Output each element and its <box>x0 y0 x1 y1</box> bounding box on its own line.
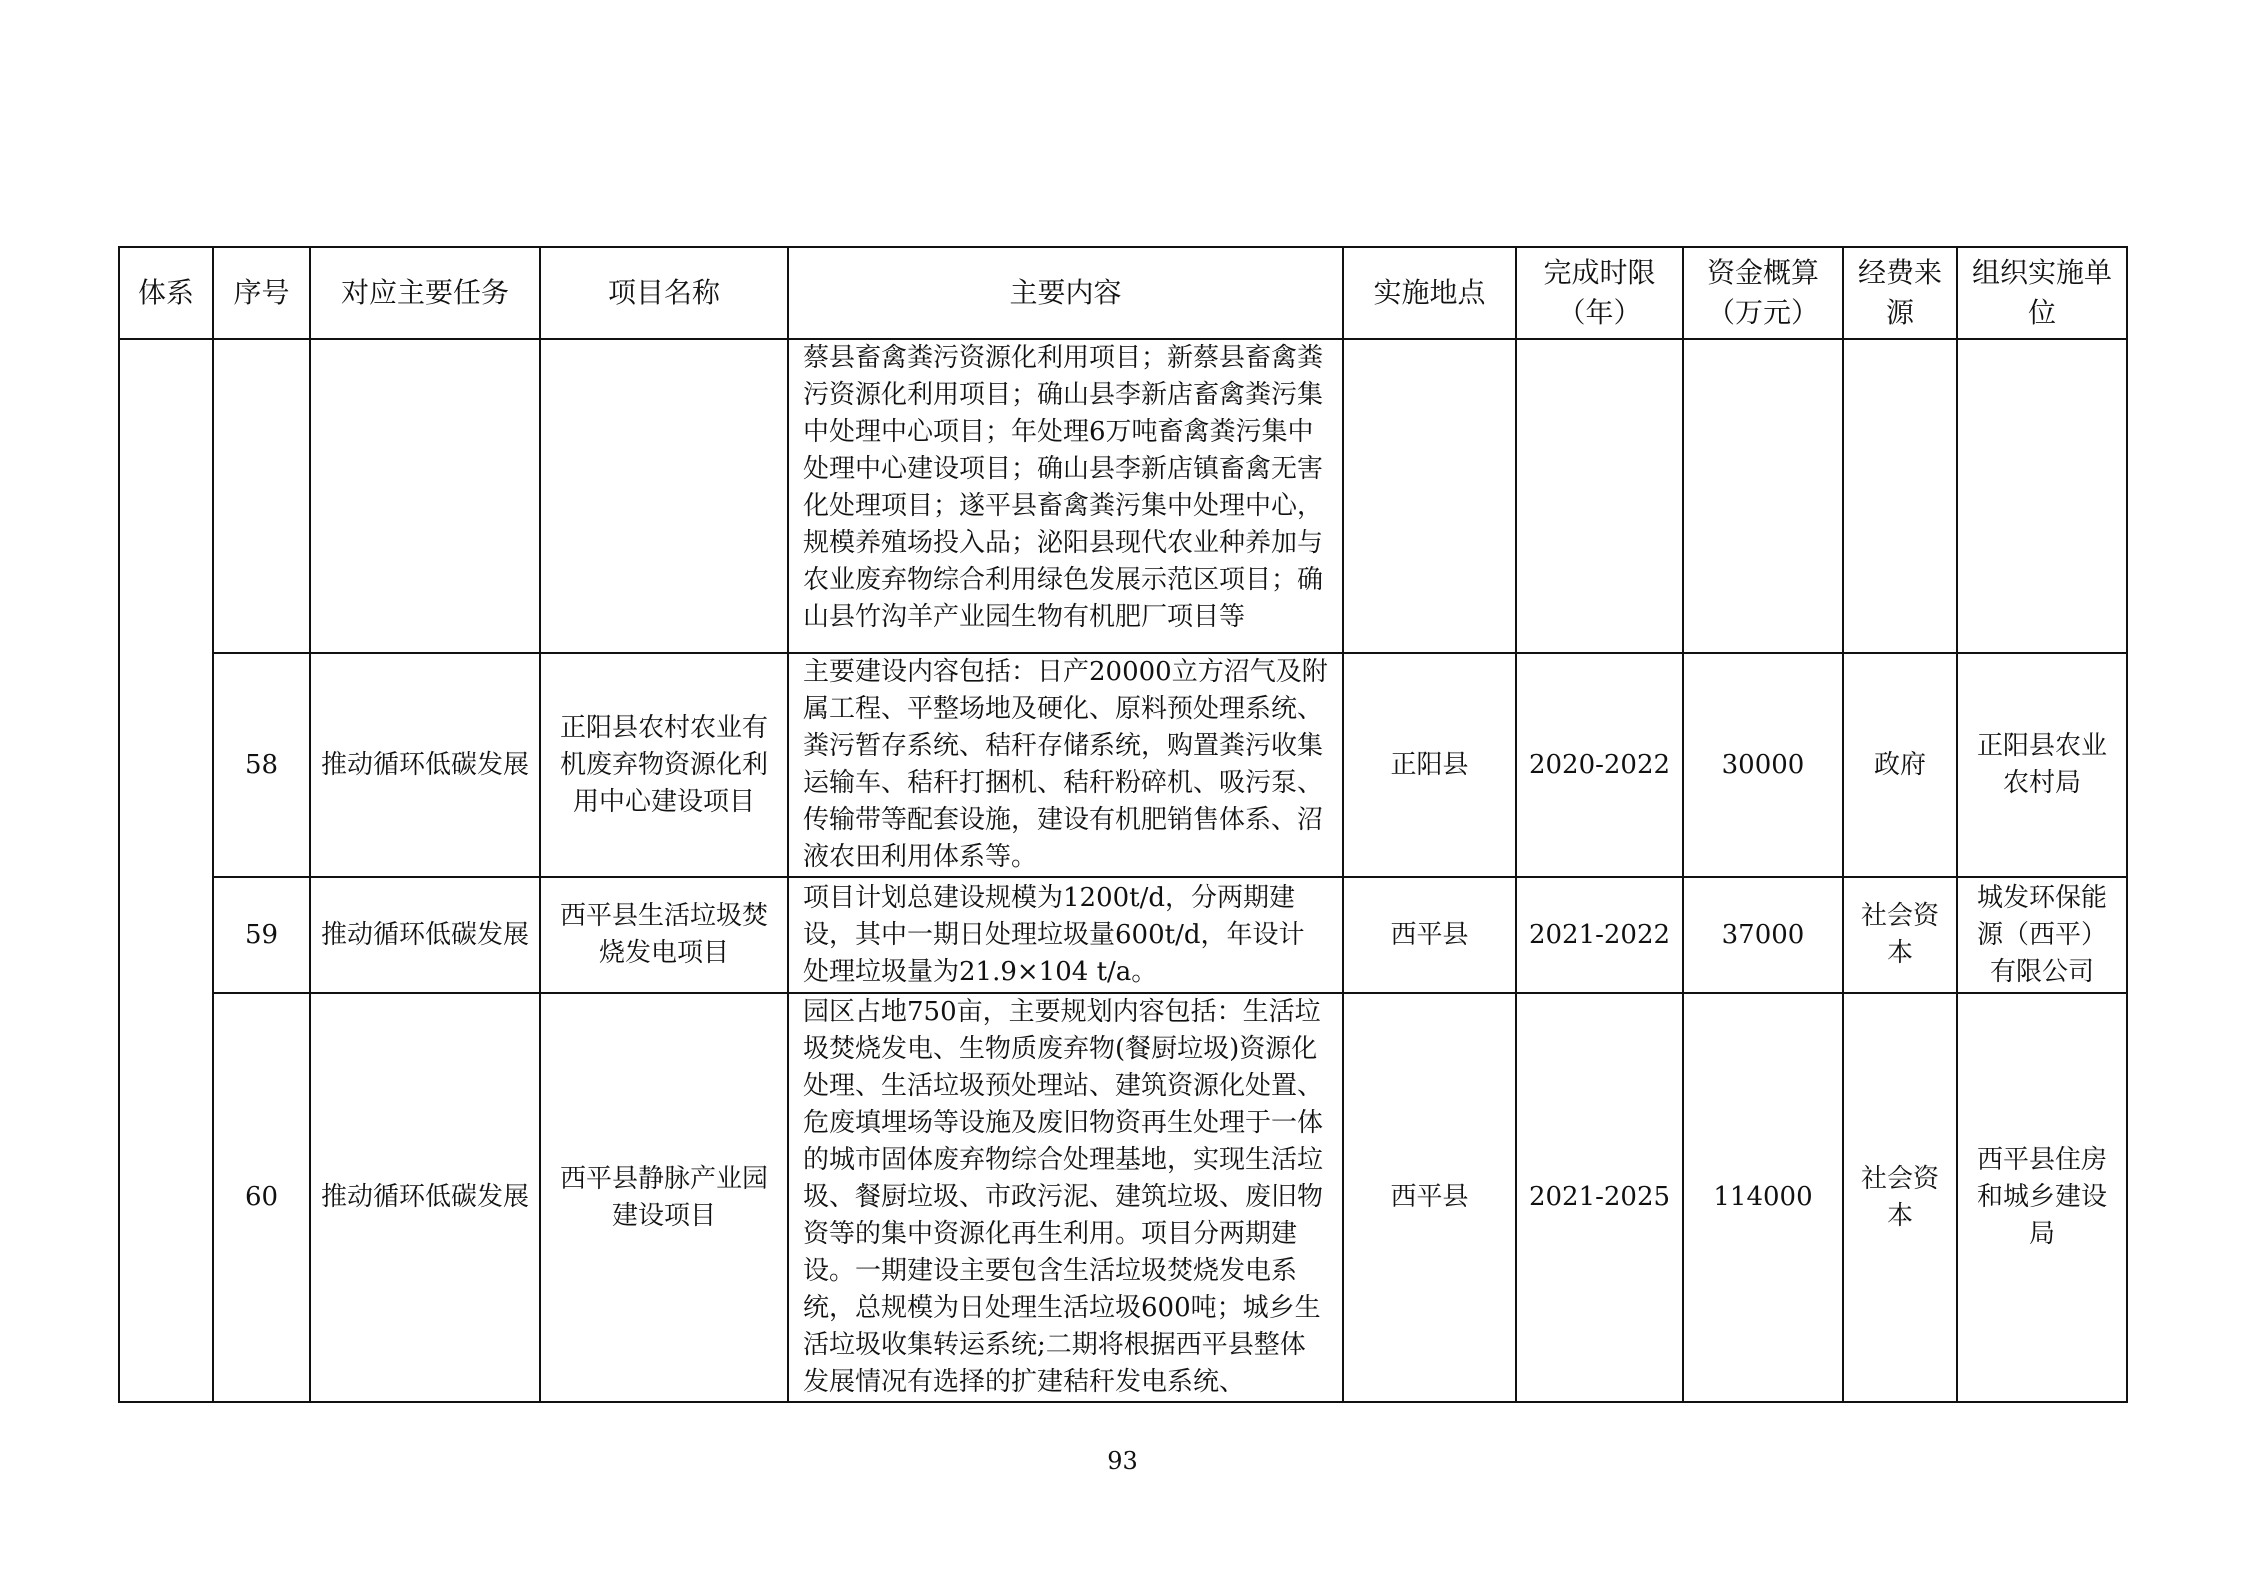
header-org: 组织实施单位 <box>1957 247 2127 339</box>
name-cell: 西平县静脉产业园建设项目 <box>540 993 788 1402</box>
project-table <box>118 246 2128 1403</box>
fund-cell: 114000 <box>1683 993 1843 1402</box>
table-row <box>119 653 2127 877</box>
location-cell: 西平县 <box>1343 877 1516 993</box>
location-cell: 西平县 <box>1343 993 1516 1402</box>
period-cell <box>1516 339 1683 653</box>
header-seq: 序号 <box>213 247 310 339</box>
period-cell: 2021-2022 <box>1516 877 1683 993</box>
header-period: 完成时限（年） <box>1516 247 1683 339</box>
task-cell: 推动循环低碳发展 <box>310 993 540 1402</box>
header-task: 对应主要任务 <box>310 247 540 339</box>
seq-cell: 59 <box>213 877 310 993</box>
source-cell: 社会资本 <box>1843 877 1957 993</box>
location-cell: 正阳县 <box>1343 653 1516 877</box>
source-cell <box>1843 339 1957 653</box>
seq-cell: 60 <box>213 993 310 1402</box>
fund-cell: 30000 <box>1683 653 1843 877</box>
header-system: 体系 <box>119 247 213 339</box>
org-cell: 城发环保能源（西平）有限公司 <box>1957 877 2127 993</box>
name-cell: 西平县生活垃圾焚烧发电项目 <box>540 877 788 993</box>
fund-cell <box>1683 339 1843 653</box>
seq-cell: 58 <box>213 653 310 877</box>
fund-cell: 37000 <box>1683 877 1843 993</box>
source-cell: 政府 <box>1843 653 1957 877</box>
period-cell: 2020-2022 <box>1516 653 1683 877</box>
header-source: 经费来源 <box>1843 247 1957 339</box>
task-cell: 推动循环低碳发展 <box>310 877 540 993</box>
page-number: 93 <box>1107 1447 1138 1475</box>
header-name: 项目名称 <box>540 247 788 339</box>
header-row <box>119 247 2127 339</box>
header-content: 主要内容 <box>788 247 1343 339</box>
source-cell: 社会资本 <box>1843 993 1957 1402</box>
content-cell: 园区占地750亩，主要规划内容包括：生活垃圾焚烧发电、生物质废弃物(餐厨垃圾)资源化处理、生活垃圾预处理站、建筑资源化处置、危废填埋场等设施及废旧物资再生处理于一体的城市固体废弃物综合处理基地，实现生活垃圾、餐厨垃圾、市政污泥、建筑垃圾、废旧物资等的集中资源化再生利用。项目分两期建设。一期建设主要包含生活垃圾焚烧发电系统，总规模为日处理生活垃圾600吨；城乡生活垃圾收集转运系统;二期将根据西平县整体发展情况有选择的扩建秸秆发电系统、 <box>788 993 1343 1402</box>
name-cell <box>540 339 788 653</box>
content-cell: 蔡县畜禽粪污资源化利用项目；新蔡县畜禽粪污资源化利用项目；确山县李新店畜禽粪污集中处理中心项目；年处理6万吨畜禽粪污集中处理中心建设项目；确山县李新店镇畜禽无害化处理项目；遂平县畜禽粪污集中处理中心，规模养殖场投入品；泌阳县现代农业种养加与农业废弃物综合利用绿色发展示范区项目；确山县竹沟羊产业园生物有机肥厂项目等 <box>788 339 1343 653</box>
task-cell: 推动循环低碳发展 <box>310 653 540 877</box>
table-row <box>119 339 2127 653</box>
table-row <box>119 993 2127 1402</box>
header-fund: 资金概算（万元） <box>1683 247 1843 339</box>
org-cell: 正阳县农业农村局 <box>1957 653 2127 877</box>
name-cell: 正阳县农村农业有机废弃物资源化利用中心建设项目 <box>540 653 788 877</box>
content-cell: 主要建设内容包括：日产20000立方沼气及附属工程、平整场地及硬化、原料预处理系统、粪污暂存系统、秸秆存储系统，购置粪污收集运输车、秸秆打捆机、秸秆粉碎机、吸污泵、传输带等配套设施，建设有机肥销售体系、沼液农田利用体系等。 <box>788 653 1343 877</box>
content-cell: 项目计划总建设规模为1200t/d，分两期建设，其中一期日处理垃圾量600t/d，年设计处理垃圾量为21.9×104 t/a。 <box>788 877 1343 993</box>
location-cell <box>1343 339 1516 653</box>
org-cell: 西平县住房和城乡建设局 <box>1957 993 2127 1402</box>
org-cell <box>1957 339 2127 653</box>
period-cell: 2021-2025 <box>1516 993 1683 1402</box>
task-cell <box>310 339 540 653</box>
system-cell <box>119 339 213 1402</box>
seq-cell <box>213 339 310 653</box>
header-location: 实施地点 <box>1343 247 1516 339</box>
table-row <box>119 877 2127 993</box>
